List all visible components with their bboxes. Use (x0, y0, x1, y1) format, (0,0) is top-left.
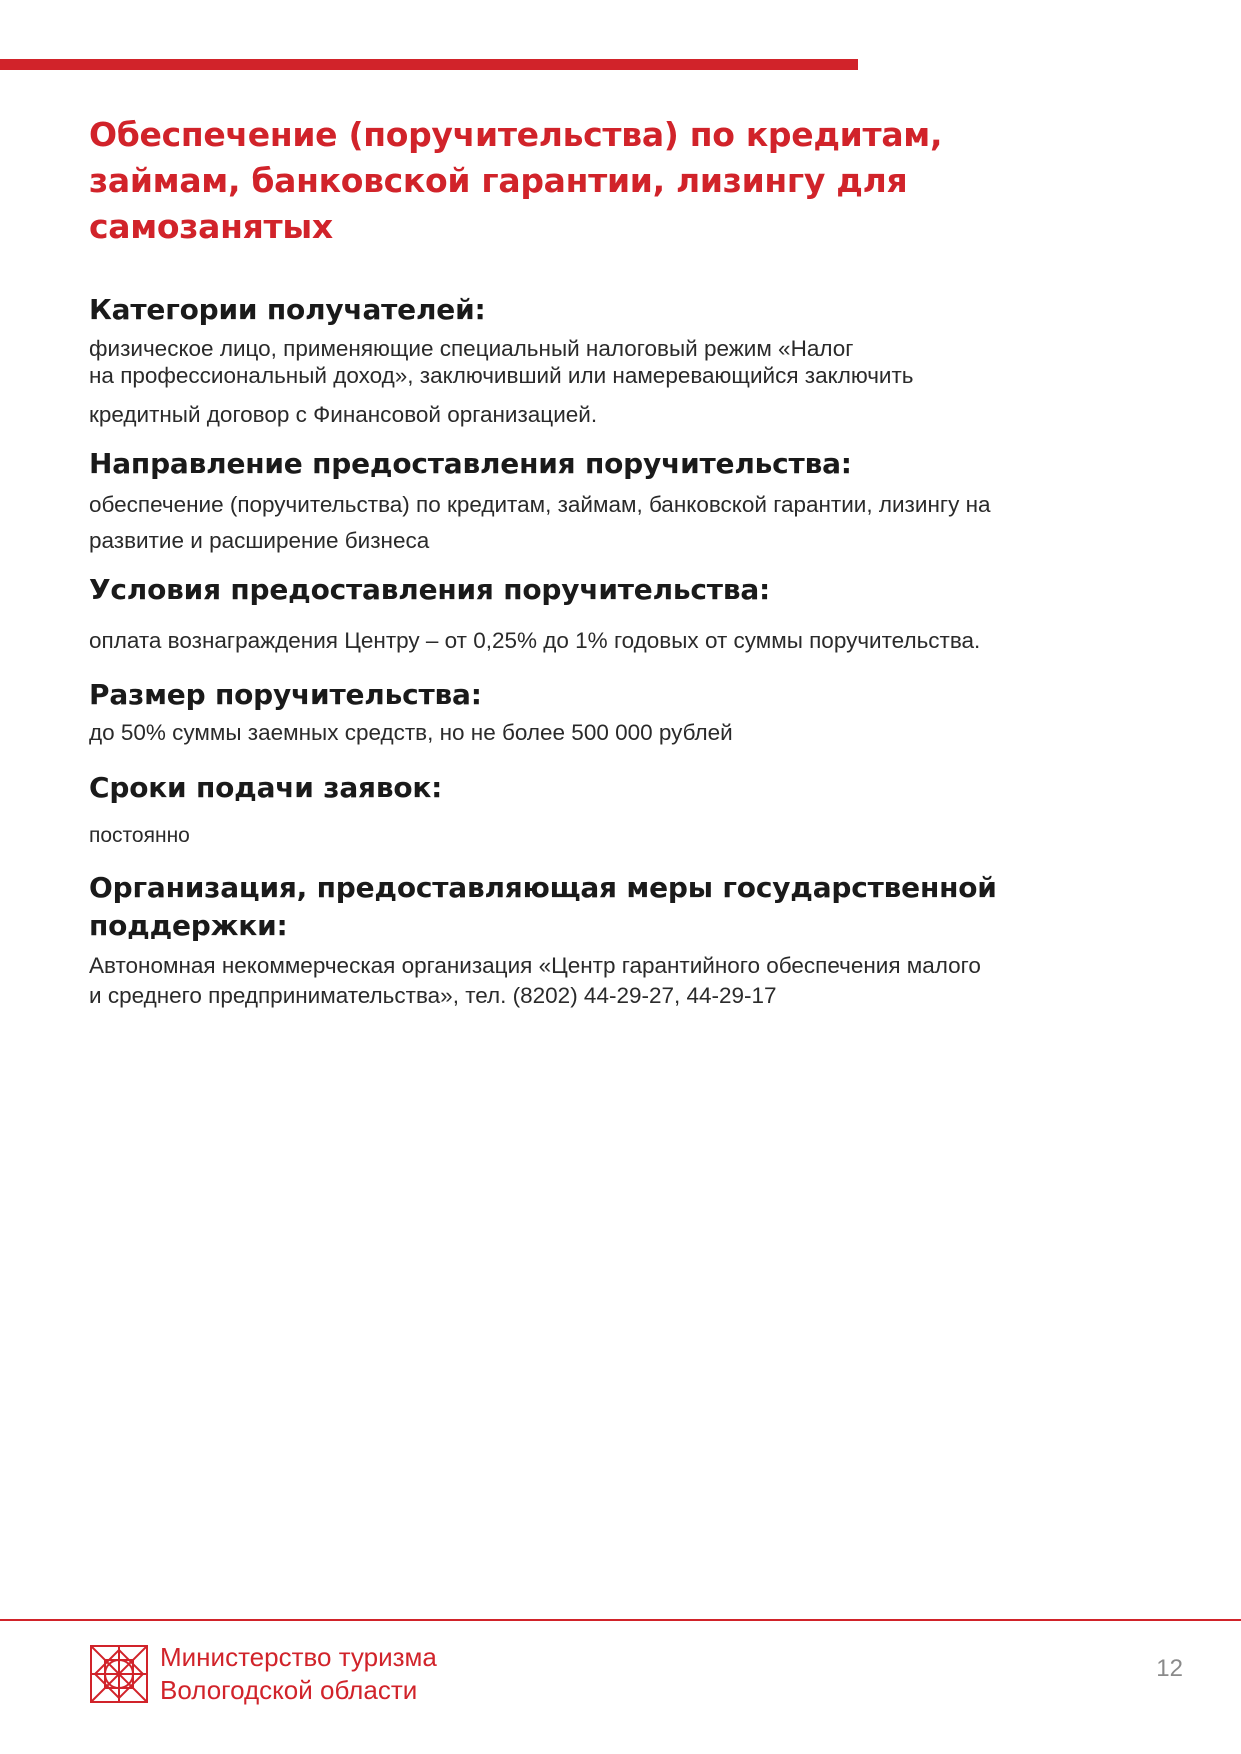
section-heading-conditions: Условия предоставления поручительства: (89, 573, 771, 606)
top-accent-bar (0, 59, 858, 70)
section-heading-organization (89, 869, 1129, 945)
section-heading-deadlines: Сроки подачи заявок: (89, 771, 443, 804)
section-text-conditions (89, 624, 1129, 657)
footer-organization-name (160, 1641, 437, 1707)
text-line: и среднего предпринимательства», тел. (8202) 44-29-27, 44-29-17 (89, 983, 777, 1008)
section-text-organization (89, 951, 1129, 1011)
section-heading-recipients: Категории получателей: (89, 293, 486, 326)
footer-org-line-1: Министерство туризма (160, 1642, 437, 1672)
text-line: постоянно (89, 824, 190, 847)
text-line: развитие и расширение бизнеса (89, 528, 430, 553)
footer-org-line-2: Вологодской области (160, 1675, 418, 1705)
text-line: кредитный договор с Финансовой организацией. (89, 402, 598, 427)
heading-line: Организация, предоставляющая меры государственной (89, 871, 997, 904)
text-line: на профессиональный доход», заключивший или намеревающийся заключить (89, 363, 914, 388)
section-text-recipients (89, 335, 1129, 431)
text-line: обеспечение (поручительства) по кредитам, займам, банковской гарантии, лизингу на (89, 492, 991, 517)
text-line: физическое лицо, применяющие специальный налоговый режим «Налог (89, 336, 854, 361)
footer-divider (0, 1619, 1241, 1621)
section-heading-amount: Размер поручительства: (89, 678, 482, 711)
text-line: Автономная некоммерческая организация «Центр гарантийного обеспечения малого (89, 953, 981, 978)
page-number: 12 (1156, 1655, 1183, 1682)
text-line: до 50% суммы заемных средств, но не более 500 000 рублей (89, 720, 733, 745)
section-heading-direction: Направление предоставления поручительства: (89, 447, 852, 480)
ministry-logo-icon (89, 1644, 149, 1704)
section-text-deadlines (89, 819, 1129, 852)
page-title: Обеспечение (поручительства) по кредитам, займам, банковской гарантии, лизингу для самозанятых (89, 115, 943, 246)
section-text-direction (89, 487, 1129, 559)
page-content (89, 112, 1129, 1011)
section-text-amount (89, 716, 1129, 749)
heading-line: поддержки: (89, 909, 288, 942)
text-line: оплата вознаграждения Центру – от 0,25% до 1% годовых от суммы поручительства. (89, 628, 981, 653)
